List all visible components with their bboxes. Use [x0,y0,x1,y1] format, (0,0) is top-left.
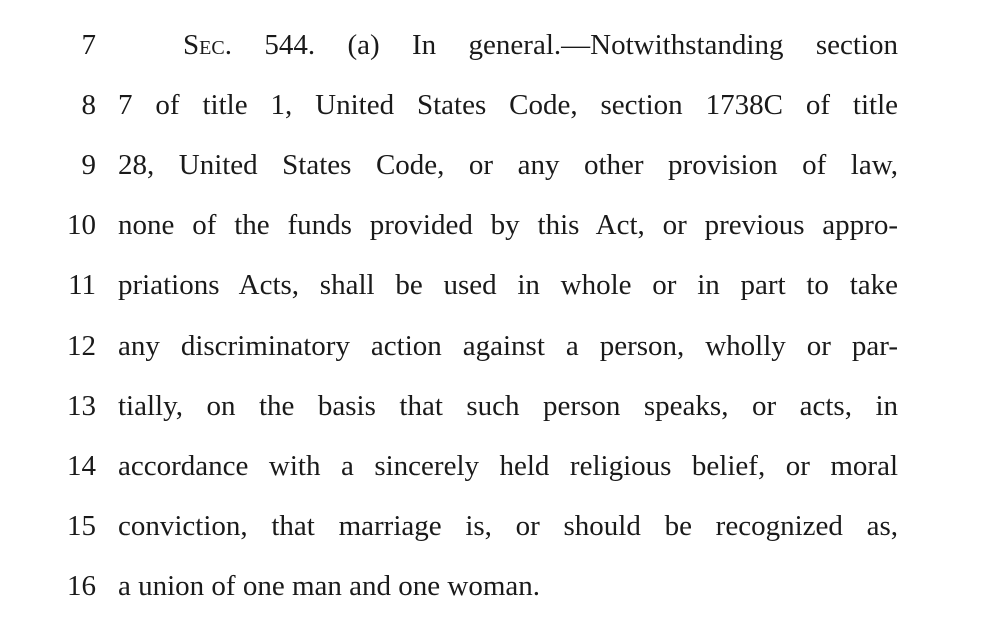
text-line [0,145,1000,185]
line-number: 9 [81,149,96,181]
text-line [0,85,1000,125]
text-line [0,446,1000,486]
text-line [0,205,1000,245]
line-text: none of the funds provided by this Act, or previous appro- [118,209,898,241]
line-text: conviction, that marriage is, or should be recognized as, [118,510,898,542]
line-text: priations Acts, shall be used in whole or in part to take [118,269,898,301]
line-text: tially, on the basis that such person speaks, or acts, in [118,390,898,422]
line-text: accordance with a sincerely held religious belief, or moral [118,450,898,482]
line-number: 13 [67,390,96,422]
text-line [0,265,1000,305]
text-line [0,326,1000,366]
line-number: 14 [67,450,96,482]
text-line [0,386,1000,426]
section-label: Sec [183,29,225,61]
text-line [0,506,1000,546]
line-number: 16 [67,570,96,602]
line-text-rest: . 544. (a) In general.—Notwithstanding section [224,29,898,61]
line-text: 7 of title 1, United States Code, section 1738C of title [118,89,898,121]
line-number: 11 [68,269,96,301]
line-text: 28, United States Code, or any other provision of law, [118,149,898,181]
line-number: 15 [67,510,96,542]
line-number: 10 [67,209,96,241]
line-text: any discriminatory action against a person, wholly or par- [118,330,898,362]
line-text: a union of one man and one woman. [118,570,541,602]
line-number: 8 [81,89,96,121]
text-line [0,25,1000,65]
text-line [0,566,1000,606]
line-number: 12 [67,330,96,362]
line-number: 7 [81,29,96,61]
line-text [183,25,898,65]
